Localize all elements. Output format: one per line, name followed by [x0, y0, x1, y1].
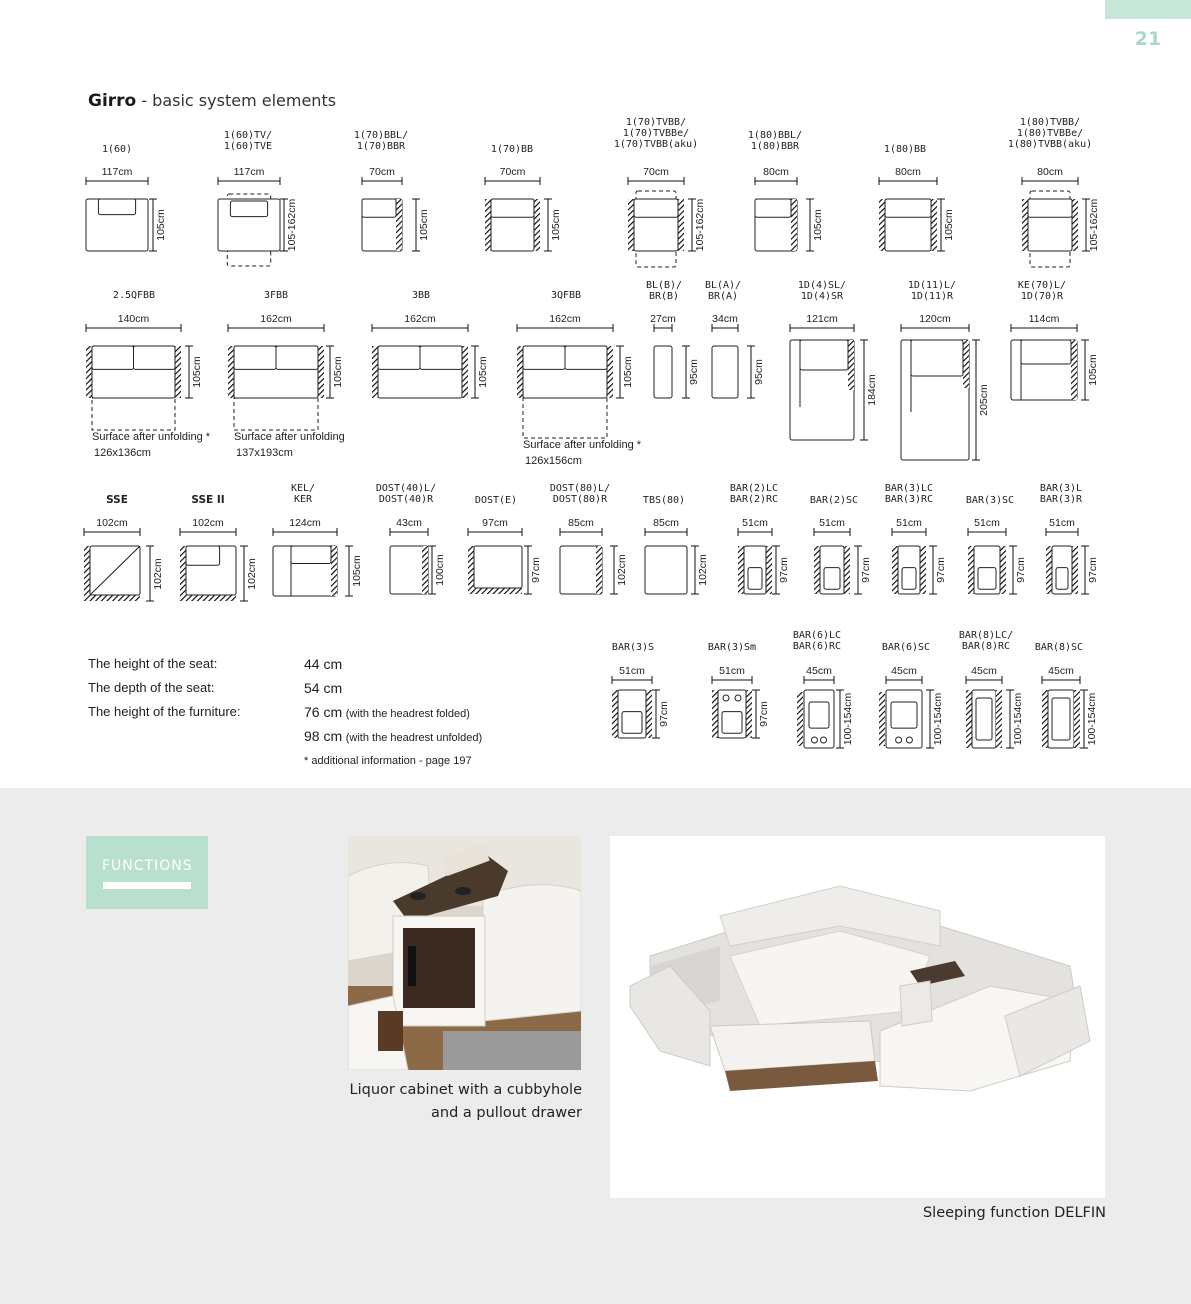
title-subtitle: - basic system elements	[136, 91, 337, 110]
seat-height-value: 44 cm	[304, 656, 343, 672]
element-height: 100-154cm	[1086, 692, 1098, 746]
element-width: 51cm	[619, 665, 645, 677]
element-width: 97cm	[482, 517, 508, 529]
element-height: 97cm	[778, 557, 790, 583]
element-code: BAR(2)SC	[809, 495, 859, 506]
element-height: 100cm	[434, 554, 446, 586]
element-drawing	[468, 532, 528, 594]
element-height: 97cm	[530, 557, 542, 583]
element-code: 1D(11)L/ 1D(11)R	[907, 280, 957, 302]
element-drawing	[84, 532, 150, 601]
element-code: DOST(40)L/ DOST(40)R	[375, 483, 437, 505]
element-code: 1(60)	[101, 144, 133, 155]
element-width: 27cm	[650, 313, 676, 325]
element-height: 184cm	[866, 374, 878, 406]
element-code: KEL/ KER	[290, 483, 316, 505]
element-code: 3QFBB	[550, 290, 582, 301]
element-drawing	[738, 532, 776, 594]
element-drawing	[712, 680, 756, 738]
element-height: 105cm	[812, 209, 824, 241]
element-width: 162cm	[549, 313, 581, 325]
element-height: 105cm	[622, 356, 634, 388]
element-code: SSE II	[191, 494, 225, 506]
element-code: 3BB	[411, 290, 431, 301]
element-drawing	[1011, 328, 1085, 400]
element-code: 2.5QFBB	[112, 290, 156, 301]
element-width: 121cm	[806, 313, 838, 325]
element-drawing	[797, 680, 840, 748]
functions-badge	[86, 836, 208, 909]
element-drawing	[1042, 680, 1084, 748]
sleeping-function-photo	[610, 836, 1105, 1198]
element-code: BL(A)/ BR(A)	[704, 280, 742, 302]
element-drawing	[968, 532, 1013, 594]
element-code: BAR(6)SC	[881, 642, 931, 653]
element-code: 1(70)BBL/ 1(70)BBR	[353, 130, 409, 152]
element-drawing	[362, 181, 416, 251]
unfolding-size: 126x136cm	[94, 447, 151, 459]
element-height: 105cm	[332, 356, 344, 388]
element-height: 105cm	[191, 356, 203, 388]
element-code: 1(80)TVBB/ 1(80)TVBBe/ 1(80)TVBB(aku)	[1007, 117, 1093, 150]
element-drawing	[755, 181, 810, 251]
furniture-height-1	[304, 704, 470, 720]
element-width: 45cm	[1048, 665, 1074, 677]
element-height: 95cm	[688, 359, 700, 385]
element-code: DOST(80)L/ DOST(80)R	[549, 483, 611, 505]
element-code: 1(80)BBL/ 1(80)BBR	[747, 130, 803, 152]
seat-depth-label: The depth of the seat:	[88, 680, 215, 695]
element-code: BAR(3)LC BAR(3)RC	[884, 483, 934, 505]
element-code: BAR(6)LC BAR(6)RC	[792, 630, 842, 652]
element-width: 51cm	[974, 517, 1000, 529]
element-drawing	[901, 328, 976, 460]
element-drawing	[86, 328, 189, 430]
element-width: 45cm	[891, 665, 917, 677]
liquor-cabinet-caption: Liquor cabinet with a cubbyhole and a pullout drawer	[349, 1082, 582, 1121]
element-width: 114cm	[1028, 313, 1060, 325]
unfolding-note: Surface after unfolding	[234, 431, 345, 443]
element-height: 105cm	[1087, 354, 1099, 386]
element-height: 105cm	[550, 209, 562, 241]
page-number: 21	[1134, 28, 1162, 50]
element-height: 97cm	[658, 701, 670, 727]
element-height: 100-154cm	[842, 692, 854, 746]
element-drawing	[879, 680, 930, 748]
element-height: 97cm	[758, 701, 770, 727]
element-width: 140cm	[117, 313, 150, 325]
element-width: 43cm	[396, 517, 422, 529]
element-height: 105cm	[943, 209, 955, 241]
element-drawing	[1046, 532, 1085, 594]
element-drawing	[628, 181, 692, 267]
furniture-height-label: The height of the furniture:	[88, 704, 241, 719]
element-code: BAR(8)LC/ BAR(8)RC	[958, 630, 1014, 652]
element-height: 100-154cm	[932, 692, 944, 746]
element-drawing	[273, 532, 349, 596]
element-drawing	[712, 328, 751, 398]
element-drawing	[218, 181, 284, 266]
element-width: 102cm	[96, 517, 128, 529]
element-height: 205cm	[978, 384, 990, 416]
element-code: KE(70)L/ 1D(70)R	[1017, 280, 1067, 302]
element-height: 102cm	[616, 554, 628, 586]
unfolding-size: 126x156cm	[525, 455, 582, 467]
element-drawing	[892, 532, 933, 594]
element-height: 105cm	[418, 209, 430, 241]
element-width: 80cm	[763, 166, 789, 178]
element-width: 117cm	[233, 166, 265, 178]
sleeping-function-caption: Sleeping function DELFIN	[922, 1205, 1106, 1221]
element-width: 117cm	[101, 166, 133, 178]
element-code: TBS(80)	[642, 495, 686, 506]
element-drawing	[180, 532, 244, 601]
element-height: 105-162cm	[694, 198, 706, 252]
element-height: 97cm	[935, 557, 947, 583]
element-width: 70cm	[643, 166, 669, 178]
element-drawing	[517, 328, 620, 438]
element-code: SSE	[106, 494, 128, 506]
unfolding-note: Surface after unfolding *	[523, 439, 642, 451]
element-width: 70cm	[499, 166, 526, 178]
element-code: BAR(8)SC	[1034, 642, 1084, 653]
element-code: BAR(2)LC BAR(2)RC	[729, 483, 779, 505]
element-code: BAR(3)Sm	[707, 642, 757, 653]
element-code: 1D(4)SL/ 1D(4)SR	[797, 280, 847, 302]
element-drawing	[390, 532, 432, 594]
unfolding-size: 137x193cm	[236, 447, 293, 459]
furniture-height-value-2: 98 cm	[304, 728, 343, 744]
element-width: 85cm	[568, 517, 594, 529]
functions-heading: FUNCTIONS	[102, 858, 193, 874]
element-width: 162cm	[404, 313, 436, 325]
element-width: 85cm	[653, 517, 679, 529]
seat-depth-value: 54 cm	[304, 680, 343, 696]
element-drawing	[654, 328, 686, 398]
element-height: 105cm	[351, 555, 363, 587]
element-drawing	[228, 328, 330, 430]
furniture-height-2	[304, 728, 482, 744]
element-code: DOST(E)	[474, 495, 518, 506]
element-height: 100-154cm	[1012, 692, 1024, 746]
element-width: 124cm	[289, 517, 321, 529]
element-code: 1(70)BB	[490, 144, 534, 155]
brand-name: Girro	[88, 91, 137, 111]
element-height: 97cm	[1015, 557, 1027, 583]
element-height: 105cm	[155, 209, 167, 241]
unfolding-note: Surface after unfolding *	[92, 431, 211, 443]
furniture-height-note-2: (with the headrest unfolded)	[345, 732, 483, 744]
element-height: 102cm	[697, 554, 709, 586]
element-width: 45cm	[971, 665, 997, 677]
element-code: 1(60)TV/ 1(60)TVE	[223, 130, 273, 152]
element-height: 97cm	[860, 557, 872, 583]
element-width: 51cm	[819, 517, 845, 529]
element-width: 51cm	[896, 517, 922, 529]
element-drawing	[814, 532, 858, 594]
element-drawing	[645, 532, 695, 594]
element-width: 102cm	[192, 517, 224, 529]
element-code: BAR(3)SC	[965, 495, 1015, 506]
element-code: BAR(3)S	[611, 642, 655, 653]
element-width: 51cm	[1049, 517, 1075, 529]
element-width: 45cm	[806, 665, 832, 677]
element-code: BL(B)/ BR(B)	[645, 280, 683, 302]
element-width: 120cm	[919, 313, 951, 325]
element-drawing	[372, 328, 475, 398]
element-height: 102cm	[246, 557, 258, 590]
element-width: 162cm	[260, 313, 292, 325]
element-code: 1(70)TVBB/ 1(70)TVBBe/ 1(70)TVBB(aku)	[613, 117, 699, 150]
element-width: 51cm	[719, 665, 745, 677]
element-code: BAR(3)L BAR(3)R	[1039, 483, 1083, 505]
furniture-height-note-1: (with the headrest folded)	[345, 708, 470, 720]
element-drawing	[1022, 181, 1086, 267]
element-width: 80cm	[1037, 166, 1063, 178]
element-width: 70cm	[369, 166, 395, 178]
element-drawing	[485, 181, 548, 251]
element-drawing	[879, 181, 941, 251]
liquor-cabinet-photo	[348, 836, 581, 1070]
element-height: 105-162cm	[286, 198, 298, 252]
element-height: 97cm	[1087, 557, 1099, 583]
footnote: * additional information - page 197	[304, 755, 472, 767]
furniture-height-value-1: 76 cm	[304, 704, 343, 720]
element-width: 51cm	[742, 517, 768, 529]
functions-underline	[103, 882, 191, 889]
element-drawing	[966, 680, 1010, 748]
seat-height-label: The height of the seat:	[88, 656, 218, 671]
element-height: 105-162cm	[1088, 198, 1100, 252]
element-height: 95cm	[753, 359, 765, 385]
element-height: 102cm	[152, 557, 164, 590]
element-height: 105cm	[477, 356, 489, 388]
element-drawing	[612, 680, 656, 738]
element-drawing	[86, 181, 153, 251]
element-drawing	[790, 328, 864, 440]
element-width: 80cm	[895, 166, 921, 178]
element-drawing	[560, 532, 614, 594]
element-width: 34cm	[712, 313, 738, 325]
element-code: 1(80)BB	[883, 144, 927, 155]
element-code: 3FBB	[263, 290, 289, 301]
